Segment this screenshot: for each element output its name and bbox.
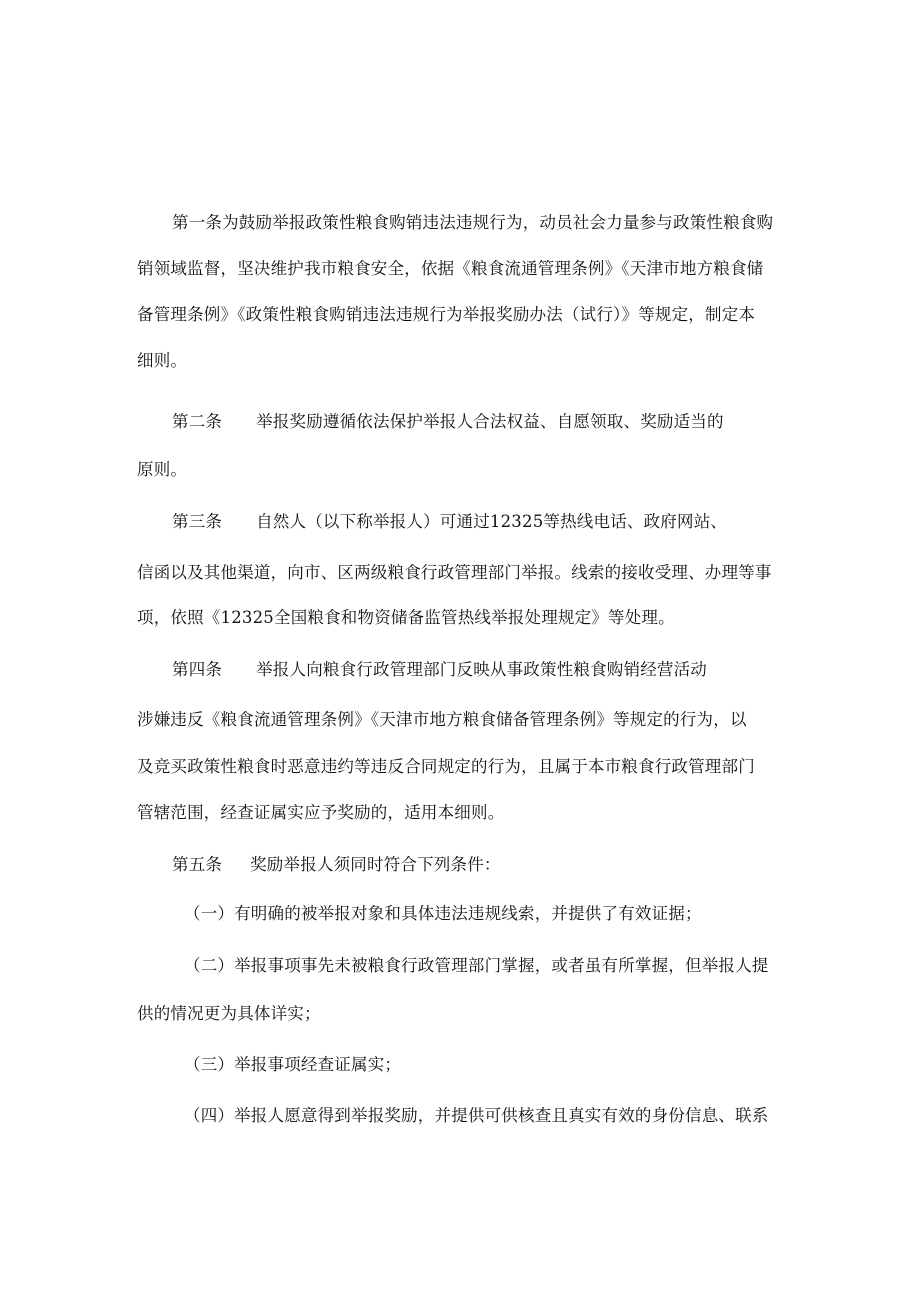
article-5-heading <box>172 853 501 877</box>
article-4-title: 第四条 <box>172 660 223 679</box>
article-3-line-1: 自然人（以下称举报人）可通过12325等热线电话、政府网站、 <box>256 512 728 531</box>
article-2-line-1: 举报奖励遵循依法保护举报人合法权益、自愿领取、奖励适当的 <box>256 412 724 431</box>
article-4-line-1: 举报人向粮食行政管理部门反映从事政策性粮食购销经营活动 <box>256 660 708 679</box>
article-4-line-4: 管辖范围，经查证属实应予奖励的，适用本细则。 <box>137 803 505 822</box>
article-3-heading <box>172 510 727 534</box>
article-2-heading <box>172 410 724 434</box>
article-3-line-3: 项，依照《12325全国粮食和物资储备监管热线举报处理规定》等处理。 <box>137 608 675 627</box>
article-5-title: 第五条 <box>172 855 223 874</box>
article-4-heading <box>172 658 707 682</box>
condition-2-line-1: （二）举报事项事先未被粮食行政管理部门掌握，或者虽有所掌握，但举报人提 <box>184 956 769 975</box>
condition-4-line-1: （四）举报人愿意得到举报奖励，并提供可供核查且真实有效的身份信息、联系 <box>184 1106 769 1125</box>
article-1-line-1: 第一条为鼓励举报政策性粮食购销违法违规行为，动员社会力量参与政策性粮食购 <box>172 213 774 232</box>
article-2-line-2: 原则。 <box>137 460 188 479</box>
condition-3-line-1: （三）举报事项经查证属实； <box>184 1055 402 1074</box>
article-5-line-1: 奖励举报人须同时符合下列条件： <box>250 855 501 874</box>
article-1-line-3: 备管理条例》《政策性粮食购销违法违规行为举报奖励办法（试行）》等规定，制定本 <box>137 305 756 324</box>
article-4-line-3: 及竞买政策性粮食时恶意违约等违反合同规定的行为，且属于本市粮食行政管理部门 <box>137 757 755 776</box>
article-1-line-2: 销领域监督，坚决维护我市粮食安全，依据《粮食流通管理条例》《天津市地方粮食储 <box>137 259 764 278</box>
article-3-line-2: 信函以及其他渠道，向市、区两级粮食行政管理部门举报。线索的接收受理、办理等事 <box>137 563 772 582</box>
article-2-title: 第二条 <box>172 412 223 431</box>
condition-1-line-1: （一）有明确的被举报对象和具体违法违规线索，并提供了有效证据； <box>184 904 702 923</box>
article-3-title: 第三条 <box>172 512 223 531</box>
article-4-line-2: 涉嫌违反《粮食流通管理条例》《天津市地方粮食储备管理条例》等规定的行为，以 <box>137 710 747 729</box>
article-1-line-4: 细则。 <box>137 351 188 370</box>
condition-2-line-2: 供的情况更为具体详实； <box>137 1004 321 1023</box>
